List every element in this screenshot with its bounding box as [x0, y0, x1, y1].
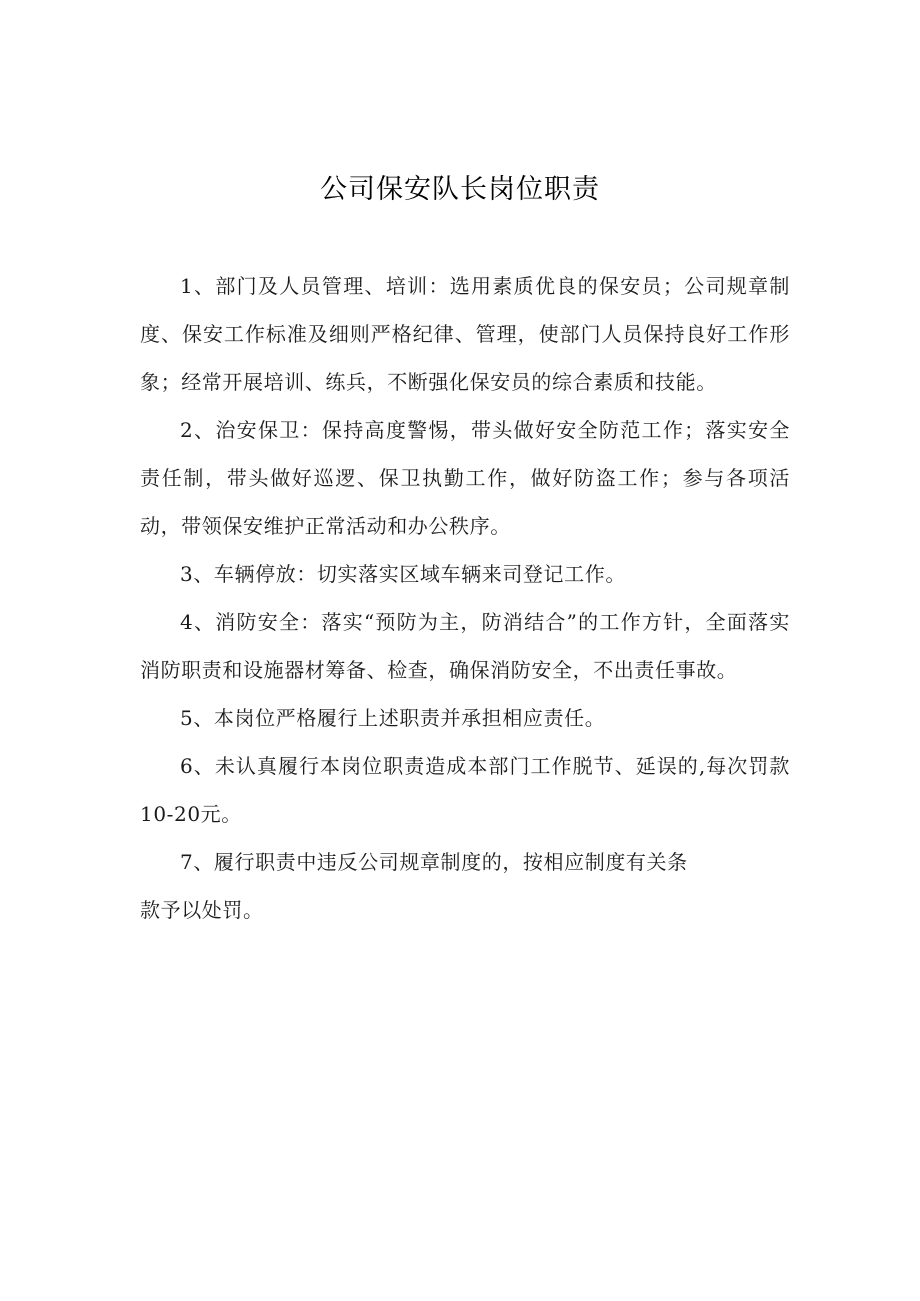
paragraph-7-line-2: 款予以处罚。: [140, 898, 264, 922]
paragraph-1: 1、部门及人员管理、培训：选用素质优良的保安员；公司规章制度、保安工作标准及细则严格纪律、管理，使部门人员保持良好工作形象；经常开展培训、练兵，不断强化保安员的综合素质和技能。: [140, 274, 790, 394]
paragraph-6: 6、未认真履行本岗位职责造成本部门工作脱节、延误的,每次罚款10-20元。: [140, 754, 790, 826]
paragraph-3: 3、车辆停放：切实落实区域车辆来司登记工作。: [180, 562, 626, 586]
document-title: 公司保安队长岗位职责: [320, 174, 600, 205]
paragraph-2: 2、治安保卫：保持高度警惕，带头做好安全防范工作；落实安全责任制，带头做好巡逻、保卫执勤工作，做好防盗工作；参与各项活动，带领保安维护正常活动和办公秩序。: [140, 418, 790, 538]
paragraph-4: 4、消防安全：落实“预防为主，防消结合”的工作方针，全面落实消防职责和设施器材筹备、检查，确保消防安全，不出责任事故。: [140, 610, 790, 682]
document-body: [140, 262, 790, 934]
paragraph-7-line-1: 7、履行职责中违反公司规章制度的，按相应制度有关条: [180, 850, 688, 874]
paragraph-5: 5、本岗位严格履行上述职责并承担相应责任。: [180, 706, 606, 730]
paragraph-7: [140, 838, 790, 934]
